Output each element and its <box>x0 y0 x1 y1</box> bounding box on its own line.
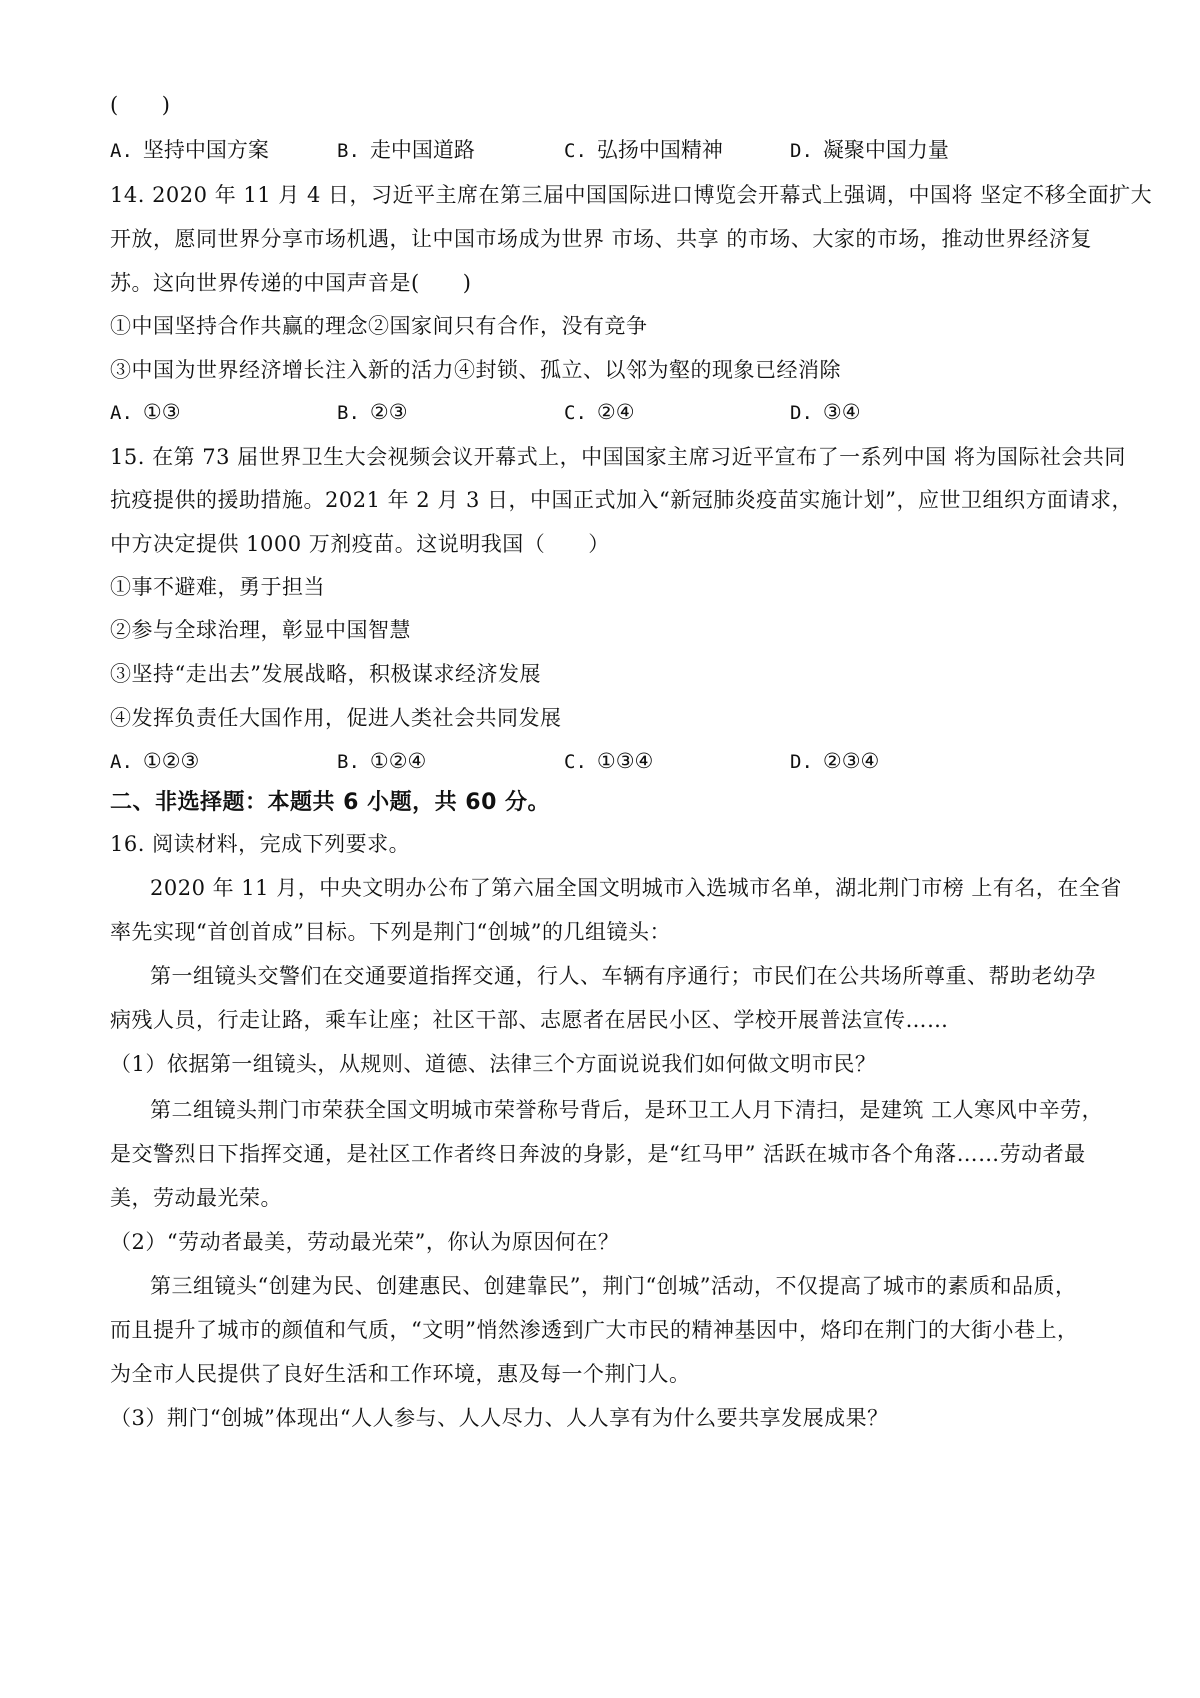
q13-options <box>110 135 1100 165</box>
q16-material-line-1: 2020 年 11 月，中央文明办公布了第六届全国文明城市入选城市名单，湖北荆门市榜 上有名，在全省 <box>150 876 1122 900</box>
q14-stem-line-1: 14. 2020 年 11 月 4 日，习近平主席在第三届中国国际进口博览会开幕式上强调，中国将 坚定不移全面扩大 <box>110 183 1153 207</box>
q13-option-c: C. 弘扬中国精神 <box>564 138 723 162</box>
q13-option-a: A. 坚持中国方案 <box>110 138 269 162</box>
q14-stem-line-2: 开放，愿同世界分享市场机遇，让中国市场成为世界 市场、共享 的市场、大家的市场，推动世界经济复 <box>110 227 1092 251</box>
q14-option-a: A. ①③ <box>110 400 181 424</box>
q14-statement-2: ③中国为世界经济增长注入新的活力④封锁、孤立、以邻为壑的现象已经消除 <box>110 358 841 382</box>
q16-group3-line-1: 第三组镜头“创建为民、创建惠民、创建靠民”，荆门“创城”活动，不仅提高了城市的素质和品质， <box>150 1274 1077 1298</box>
q15-stem-line-2: 抗疫提供的援助措施。2021 年 2 月 3 日，中国正式加入“新冠肺炎疫苗实施计划”，应世卫组织方面请求， <box>110 488 1134 512</box>
q16-material-line-2: 率先实现“首创首成”目标。下列是荆门“创城”的几组镜头： <box>110 920 671 944</box>
q16-group2-line-3: 美，劳动最光荣。 <box>110 1186 282 1210</box>
q15-options <box>110 746 1100 776</box>
q15-stem-line-3: 中方决定提供 1000 万剂疫苗。这说明我国（ ） <box>110 532 610 556</box>
q15-statement-4: ④发挥负责任大国作用，促进人类社会共同发展 <box>110 706 562 730</box>
q13-option-d: D. 凝聚中国力量 <box>790 138 949 162</box>
q15-statement-3: ③坚持“走出去”发展战略，积极谋求经济发展 <box>110 662 541 686</box>
q15-statement-2: ②参与全球治理，彰显中国智慧 <box>110 618 411 642</box>
q16-subquestion-2: （2）“劳动者最美，劳动最光荣”，你认为原因何在？ <box>110 1230 620 1254</box>
q16-title: 16. 阅读材料，完成下列要求。 <box>110 832 411 856</box>
q14-stem-line-3: 苏。这向世界传递的中国声音是( ) <box>110 271 472 295</box>
q15-option-a: A. ①②③ <box>110 749 200 773</box>
q16-group1-line-2: 病残人员，行走让路，乘车让座；社区干部、志愿者在居民小区、学校开展普法宣传…… <box>110 1008 949 1032</box>
q16-group3-line-2: 而且提升了城市的颜值和气质，“文明”悄然渗透到广大市民的精神基因中，烙印在荆门的大街小巷上， <box>110 1318 1079 1342</box>
section-heading: 二、非选择题：本题共 6 小题，共 60 分。 <box>110 790 551 815</box>
q16-group2-line-1: 第二组镜头荆门市荣获全国文明城市荣誉称号背后，是环卫工人月下清扫，是建筑 工人寒风中辛劳， <box>150 1098 1104 1122</box>
answer-paren: ( ) <box>110 93 171 117</box>
q14-option-b: B. ②③ <box>337 400 408 424</box>
q15-option-b: B. ①②④ <box>337 749 427 773</box>
q15-option-c: C. ①③④ <box>564 749 654 773</box>
q13-option-b: B. 走中国道路 <box>337 138 475 162</box>
q16-subquestion-1: （1）依据第一组镜头，从规则、道德、法律三个方面说说我们如何做文明市民？ <box>110 1052 877 1076</box>
q16-group2-line-2: 是交警烈日下指挥交通，是社区工作者终日奔波的身影，是“红马甲” 活跃在城市各个角落……劳动者最 <box>110 1142 1086 1166</box>
q16-group1-line-1: 第一组镜头交警们在交通要道指挥交通，行人、车辆有序通行；市民们在公共场所尊重、帮助老幼孕 <box>150 964 1096 988</box>
q16-group3-line-3: 为全市人民提供了良好生活和工作环境，惠及每一个荆门人。 <box>110 1362 691 1386</box>
q15-statement-1: ①事不避难，勇于担当 <box>110 575 325 599</box>
q15-stem-line-1: 15. 在第 73 届世界卫生大会视频会议开幕式上，中国国家主席习近平宣布了一系列中国 将为国际社会共同 <box>110 445 1126 469</box>
q14-options <box>110 397 1100 427</box>
q14-option-d: D. ③④ <box>790 400 861 424</box>
q15-option-d: D. ②③④ <box>790 749 880 773</box>
q14-option-c: C. ②④ <box>564 400 635 424</box>
q14-statement-1: ①中国坚持合作共赢的理念②国家间只有合作，没有竞争 <box>110 314 648 338</box>
q16-subquestion-3: （3）荆门“创城”体现出“人人参与、人人尽力、人人享有为什么要共享发展成果？ <box>110 1406 889 1430</box>
